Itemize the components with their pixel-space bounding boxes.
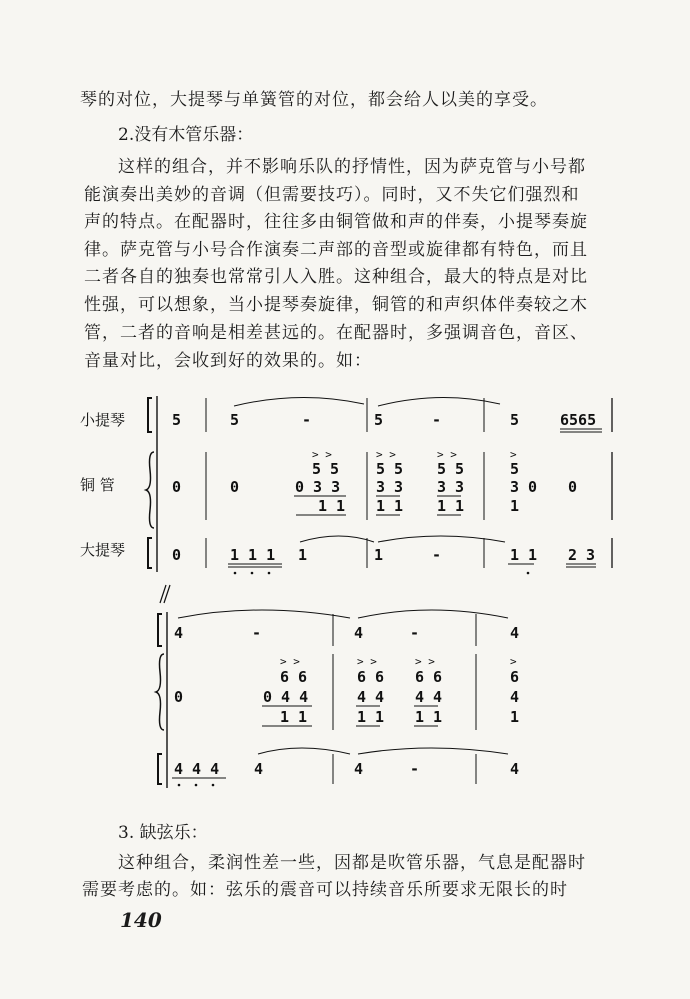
note: 4 <box>354 624 364 642</box>
note: 4 <box>354 760 364 778</box>
accent: > > <box>376 448 396 461</box>
note: 1 <box>298 546 308 564</box>
note: 0 <box>568 478 578 496</box>
note: 4 4 4 <box>174 760 220 778</box>
accent: > > <box>415 655 435 668</box>
note: 6565 <box>560 411 597 429</box>
note: 3 0 <box>510 478 538 496</box>
note: 1 1 <box>510 546 538 564</box>
note: 0 <box>230 478 240 496</box>
text-line-3: 能演奏出美妙的音调（但需要技巧）。同时，又不失它们强烈和 <box>84 185 580 205</box>
note: 5 <box>230 411 240 429</box>
note: 5 5 <box>437 460 465 478</box>
note: 0 4 4 <box>263 688 309 706</box>
note: 6 6 <box>415 668 443 686</box>
text-line-1: 琴的对位，大提琴与单簧管的对位，都会给人以美的享受。 <box>80 90 548 110</box>
accent: > <box>510 655 517 668</box>
note: - <box>252 624 262 642</box>
note: 4 <box>510 688 520 706</box>
note: 1 <box>510 497 520 515</box>
note: - <box>410 624 420 642</box>
text-line-10: 这种组合，柔润性差一些，因都是吹管乐器，气息是配器时 <box>118 853 586 873</box>
note: 3 3 <box>437 478 465 496</box>
note: 0 <box>174 688 184 706</box>
text-line-6: 二者各自的独奏也常常引人入胜。这种组合，最大的特点是对比 <box>84 267 588 287</box>
note: 5 5 <box>376 460 404 478</box>
accent: > > <box>312 448 332 461</box>
label-brass: 铜 管 <box>80 476 115 494</box>
note: 5 <box>374 411 384 429</box>
note: 3 3 <box>376 478 404 496</box>
note: 1 1 <box>318 497 346 515</box>
text-line-11: 需要考虑的。如：弦乐的震音可以持续音乐所要求无限长的时 <box>82 880 568 900</box>
note: 2 3 <box>568 546 596 564</box>
note: 1 <box>510 708 520 726</box>
note: 5 <box>510 411 520 429</box>
text-line-5: 律。萨克管与小号合作演奏二声部的音型或旋律都有特色，而且 <box>84 240 588 260</box>
note: 4 <box>254 760 264 778</box>
note: 5 <box>172 411 182 429</box>
section-heading-2: 2.没有木管乐器： <box>118 125 254 145</box>
note: 5 5 <box>312 460 340 478</box>
note: 6 <box>510 668 520 686</box>
text-line-8: 管，二者的音响是相差甚远的。在配器时，多强调音色，音区、 <box>84 323 588 343</box>
section-heading-3: 3. 缺弦乐： <box>118 823 208 843</box>
label-cello: 大提琴 <box>80 541 126 559</box>
note: 0 <box>172 478 182 496</box>
note: 1 1 <box>437 497 465 515</box>
accent: > > <box>280 655 300 668</box>
note: - <box>432 411 442 429</box>
note: 1 1 <box>376 497 404 515</box>
note: - <box>410 760 420 778</box>
accent: > > <box>357 655 377 668</box>
text-line-2: 这样的组合，并不影响乐队的抒情性，因为萨克管与小号都 <box>118 157 586 177</box>
accent: > <box>510 448 517 461</box>
note: 1 1 <box>280 708 308 726</box>
page-number: 140 <box>120 908 162 932</box>
note: 0 <box>172 546 182 564</box>
note: 4 4 <box>357 688 385 706</box>
note: 4 <box>510 760 520 778</box>
note: 1 1 1 <box>230 546 276 564</box>
accent: > > <box>437 448 457 461</box>
text-line-7: 性强，可以想象，当小提琴奏旋律，铜管的和声织体伴奏较之木 <box>84 295 588 315</box>
text-line-4: 声的特点。在配器时，往往多由铜管做和声的伴奏，小提琴奏旋 <box>84 212 588 232</box>
note: 4 4 <box>415 688 443 706</box>
note: 0 3 3 <box>295 478 341 496</box>
label-violin: 小提琴 <box>80 411 126 429</box>
note: 1 <box>374 546 384 564</box>
note: 1 1 <box>357 708 385 726</box>
note: 6 6 <box>357 668 385 686</box>
note: 5 <box>510 460 520 478</box>
note: 6 6 <box>280 668 308 686</box>
note: 4 <box>510 624 520 642</box>
note: - <box>302 411 312 429</box>
note: 4 <box>174 624 184 642</box>
note: - <box>432 546 442 564</box>
text-line-9: 音量对比，会收到好的效果的。如： <box>84 351 372 371</box>
note: 1 1 <box>415 708 443 726</box>
